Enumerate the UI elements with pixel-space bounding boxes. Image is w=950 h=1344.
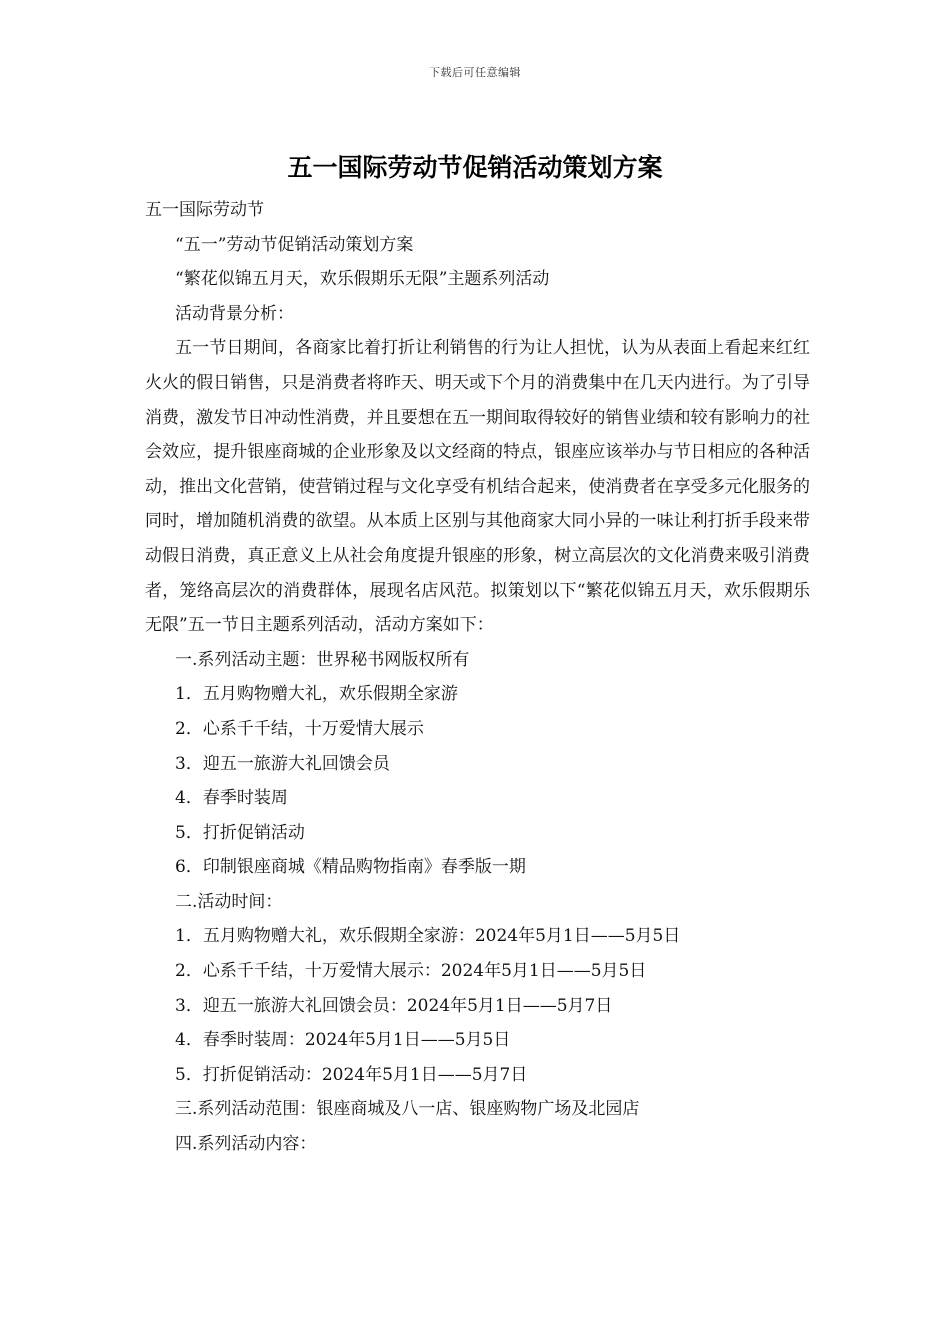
list-item: 3．迎五一旅游大礼回馈会员：2024年5月1日——5月7日: [175, 995, 613, 1016]
section-heading: 四.系列活动内容：: [175, 1134, 317, 1155]
text-line: “繁花似锦五月天，欢乐假期乐无限”主题系列活动: [175, 269, 550, 290]
text-line: “五一”劳动节促销活动策划方案: [175, 234, 414, 255]
document-body: [145, 193, 810, 1162]
list-item: 5．打折促销活动: [175, 822, 305, 843]
list-item: 1．五月购物赠大礼，欢乐假期全家游：2024年5月1日——5月5日: [175, 926, 681, 947]
list-item: 5．打折促销活动：2024年5月1日——5月7日: [175, 1064, 528, 1085]
section-heading: 三.系列活动范围：银座商城及八一店、银座购物广场及北园店: [175, 1099, 640, 1120]
list-item: 4．春季时装周：2024年5月1日——5月5日: [175, 1030, 511, 1051]
section-heading: 一.系列活动主题：世界秘书网版权所有: [175, 649, 470, 670]
text-line: 活动背景分析：: [175, 303, 294, 324]
list-item: 2．心系千千结，十万爱情大展示: [175, 718, 424, 739]
section-heading: 二.活动时间：: [175, 891, 283, 912]
list-item: 3．迎五一旅游大礼回馈会员: [175, 753, 390, 774]
list-item: 4．春季时装周: [175, 788, 288, 809]
list-item: 6．印制银座商城《精品购物指南》春季版一期: [175, 857, 526, 878]
background-paragraph: 五一节日期间，各商家比着打折让利销售的行为让人担忧，认为从表面上看起来红红火火的假日销售，只是消费者将昨天、明天或下个月的消费集中在几天内进行。为了引导消费，激发节日冲动性消费，并且要想在五一期间取得较好的销售业绩和较有影响力的社会效应，提升银座商城的企业形象及以文经商的特点，银座应该举办与节日相应的各种活动，推出文化营销，使营销过程与文化享受有机结合起来，使消费者在享受多元化服务的同时，增加随机消费的欲望。从本质上区别与其他商家大同小异的一味让利打折手段来带动假日消费，真正意义上从社会角度提升银座的形象，树立高层次的文化消费来吸引消费者，笼络高层次的消费群体，展现名店风范。拟策划以下“繁花似锦五月天，欢乐假期乐无限”五一节日主题系列活动，活动方案如下：: [145, 338, 810, 636]
list-item: 1．五月购物赠大礼，欢乐假期全家游: [175, 684, 458, 705]
text-line: 五一国际劳动节: [145, 200, 264, 220]
document-title: 五一国际劳动节促销活动策划方案: [287, 153, 663, 182]
list-item: 2．心系千千结，十万爱情大展示：2024年5月1日——5月5日: [175, 961, 647, 982]
header-note: 下载后可任意编辑: [429, 66, 521, 79]
